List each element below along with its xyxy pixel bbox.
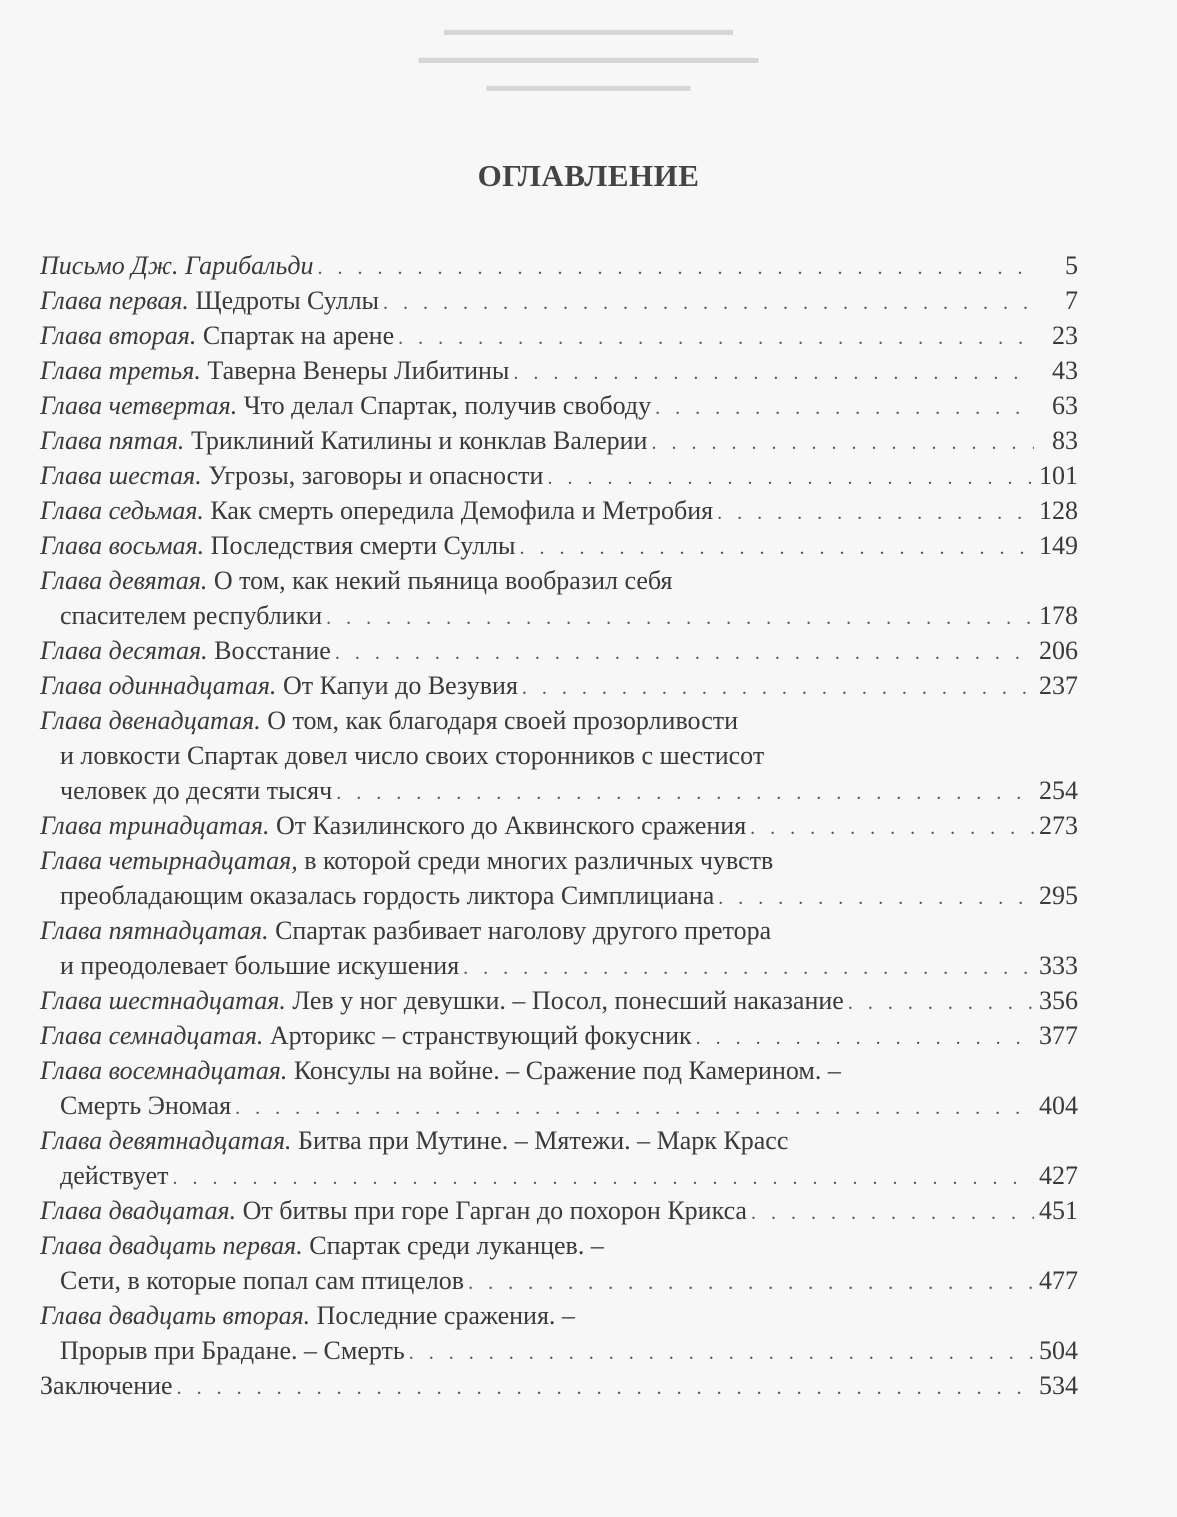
chapter-number: Глава восемнадцатая.	[40, 1056, 288, 1085]
toc-entry	[40, 703, 1078, 808]
chapter-number: Глава двадцать первая.	[40, 1231, 303, 1260]
page-number: 295	[1039, 881, 1078, 910]
dot-leader	[173, 1161, 1034, 1196]
toc-entry	[40, 808, 1078, 843]
toc-entry	[40, 668, 1078, 703]
toc-line	[40, 1228, 1078, 1263]
page-number: 333	[1039, 951, 1078, 980]
chapter-number: Глава тринадцатая.	[40, 811, 270, 840]
chapter-title: Смерть Эномая	[60, 1091, 232, 1120]
dot-leader	[655, 391, 1034, 426]
toc-entry	[40, 633, 1078, 668]
chapter-title: Угрозы, заговоры и опасности	[208, 461, 544, 490]
page-number: 404	[1039, 1091, 1078, 1120]
toc-label	[40, 843, 773, 878]
toc-line	[40, 353, 1078, 388]
dot-leader	[513, 356, 1034, 391]
page-number: 128	[1039, 496, 1078, 525]
chapter-title: Триклиний Катилины и конклав Валерии	[190, 426, 648, 455]
toc-line	[40, 598, 1078, 633]
page-number: 504	[1039, 1336, 1078, 1365]
toc-label	[60, 1333, 405, 1368]
toc-entry	[40, 1053, 1078, 1123]
chapter-title: Как смерть опередила Демофила и Метробия	[210, 496, 714, 525]
toc-entry	[40, 458, 1078, 493]
dot-leader	[409, 1336, 1034, 1371]
toc-line	[40, 248, 1078, 283]
dot-leader	[398, 321, 1034, 356]
dot-leader	[326, 601, 1034, 636]
chapter-number: Глава двенадцатая.	[40, 706, 261, 735]
dot-leader	[750, 811, 1034, 846]
chapter-title: Таверна Венеры Либитины	[207, 356, 510, 385]
chapter-number: Глава двадцать вторая.	[40, 1301, 311, 1330]
page-number: 206	[1039, 636, 1078, 665]
page-number: 149	[1039, 531, 1078, 560]
toc-label	[40, 1018, 692, 1053]
chapter-title: Что делал Спартак, получив свободу	[243, 391, 652, 420]
toc-line	[40, 1263, 1078, 1298]
chapter-title: Спартак на арене	[202, 321, 395, 350]
dot-leader	[547, 461, 1034, 496]
dot-leader	[335, 636, 1034, 671]
dot-leader	[520, 531, 1034, 566]
toc-line	[40, 1193, 1078, 1228]
toc-line	[40, 1018, 1078, 1053]
show-through-text: ▬▬▬▬▬▬▬▬▬▬▬▬	[486, 76, 691, 95]
toc-entry	[40, 1368, 1078, 1403]
chapter-title: Консулы на войне. – Сражение под Камерином. –	[293, 1056, 841, 1085]
toc-label	[40, 353, 509, 388]
chapter-title: Спартак разбивает наголову другого претора	[275, 916, 772, 945]
dot-leader	[718, 881, 1034, 916]
chapter-number: Глава четвертая.	[40, 391, 238, 420]
toc-entry	[40, 1298, 1078, 1368]
toc-label	[60, 598, 322, 633]
dot-leader	[522, 671, 1034, 706]
chapter-number: Глава одиннадцатая.	[40, 671, 277, 700]
chapter-number: Письмо Дж. Гарибальди	[40, 251, 314, 280]
toc-line	[40, 703, 1078, 738]
toc-label	[60, 948, 459, 983]
toc-line	[40, 913, 1078, 948]
toc-line	[40, 633, 1078, 668]
page-number: 5	[1065, 251, 1078, 280]
chapter-title: человек до десяти тысяч	[60, 776, 333, 805]
toc-line	[40, 878, 1078, 913]
toc-entry	[40, 318, 1078, 353]
toc-line	[40, 423, 1078, 458]
show-through-text: ▬▬▬▬▬▬▬▬▬▬▬▬▬▬▬▬▬▬▬▬	[418, 48, 759, 67]
toc-entry	[40, 563, 1078, 633]
toc-line	[40, 388, 1078, 423]
chapter-number: Глава десятая.	[40, 636, 208, 665]
chapter-number: Глава четырнадцатая,	[40, 846, 298, 875]
chapter-title: преобладающим оказалась гордость ликтора Симплициана	[60, 881, 715, 910]
toc-line	[40, 773, 1078, 808]
page-number: 534	[1039, 1371, 1078, 1400]
toc-label	[40, 458, 543, 493]
chapter-number: Глава девятая.	[40, 566, 208, 595]
toc-label	[60, 1263, 464, 1298]
chapter-number: Глава первая.	[40, 286, 189, 315]
toc-label	[60, 1088, 231, 1123]
toc-entry	[40, 1228, 1078, 1298]
page-number: 101	[1039, 461, 1078, 490]
page-number: 237	[1039, 671, 1078, 700]
chapter-number: Глава пятая.	[40, 426, 185, 455]
toc-entry	[40, 1123, 1078, 1193]
dot-leader	[848, 986, 1034, 1021]
toc-line	[40, 843, 1078, 878]
page-number: 377	[1039, 1021, 1078, 1050]
dot-leader	[235, 1091, 1034, 1126]
page-number: 63	[1052, 391, 1078, 420]
toc-entry	[40, 843, 1078, 913]
toc-line	[40, 738, 1078, 773]
chapter-number: Глава пятнадцатая.	[40, 916, 269, 945]
chapter-title: Прорыв при Брадане. – Смерть	[60, 1336, 405, 1365]
chapter-title: действует	[60, 1161, 169, 1190]
toc-entry	[40, 528, 1078, 563]
toc-label	[40, 668, 518, 703]
toc-label	[60, 738, 764, 773]
dot-leader	[318, 251, 1034, 286]
chapter-title: и преодолевает большие искушения	[60, 951, 460, 980]
toc-line	[40, 1158, 1078, 1193]
toc-label	[40, 1053, 841, 1088]
toc-line	[40, 318, 1078, 353]
toc-label	[40, 983, 844, 1018]
chapter-title: Последствия смерти Суллы	[210, 531, 516, 560]
toc-label	[40, 528, 516, 563]
chapter-title: От битвы при горе Гарган до похорон Крикса	[242, 1196, 747, 1225]
dot-leader	[751, 1196, 1034, 1231]
show-through-text: ▬▬▬▬▬▬▬▬▬▬▬▬▬▬▬▬▬	[444, 20, 733, 39]
chapter-title: в которой среди многих различных чувств	[304, 846, 774, 875]
toc-entry	[40, 1018, 1078, 1053]
toc-label	[40, 1228, 604, 1263]
toc-label	[60, 773, 332, 808]
toc-line	[40, 1333, 1078, 1368]
toc-label	[40, 563, 672, 598]
page-number: 83	[1052, 426, 1078, 455]
chapter-number: Глава седьмая.	[40, 496, 204, 525]
chapter-title: спасителем республики	[60, 601, 323, 630]
chapter-title: О том, как благодаря своей прозорливости	[267, 706, 739, 735]
toc-line	[40, 668, 1078, 703]
toc-label	[40, 1193, 747, 1228]
toc-entry	[40, 388, 1078, 423]
chapter-number: Глава шестнадцатая.	[40, 986, 286, 1015]
page-number: 356	[1039, 986, 1078, 1015]
toc-line	[40, 983, 1078, 1018]
toc-label	[60, 878, 714, 913]
page-number: 178	[1039, 601, 1078, 630]
toc-label	[40, 283, 379, 318]
chapter-number: Глава девятнадцатая.	[40, 1126, 292, 1155]
toc-label	[40, 808, 746, 843]
page-number: 451	[1039, 1196, 1078, 1225]
toc-line	[40, 493, 1078, 528]
dot-leader	[463, 951, 1034, 986]
toc-entry	[40, 248, 1078, 283]
toc-label	[40, 1123, 788, 1158]
toc-entry	[40, 423, 1078, 458]
chapter-title: О том, как некий пьяница вообразил себя	[213, 566, 673, 595]
chapter-title: Сети, в которые попал сам птицелов	[60, 1266, 465, 1295]
toc-line	[40, 1123, 1078, 1158]
chapter-title: Щедроты Суллы	[195, 286, 380, 315]
chapter-title: Арторикс – странствующий фокусник	[269, 1021, 692, 1050]
chapter-number: Глава вторая.	[40, 321, 197, 350]
toc-label	[40, 318, 394, 353]
toc-label	[40, 423, 647, 458]
toc-line	[40, 1368, 1078, 1403]
page-number: 254	[1039, 776, 1078, 805]
chapter-number: Глава семнадцатая.	[40, 1021, 264, 1050]
chapter-title: От Казилинского до Аквинского сражения	[276, 811, 747, 840]
dot-leader	[696, 1021, 1034, 1056]
page-number: 7	[1065, 286, 1078, 315]
toc-label	[60, 1158, 169, 1193]
page-number: 43	[1052, 356, 1078, 385]
chapter-number: Глава шестая.	[40, 461, 202, 490]
table-of-contents	[40, 248, 1078, 1403]
toc-line	[40, 1053, 1078, 1088]
chapter-number: Глава двадцатая.	[40, 1196, 237, 1225]
toc-entry	[40, 353, 1078, 388]
chapter-title: Битва при Мутине. – Мятежи. – Марк Красс	[298, 1126, 789, 1155]
chapter-title: Восстание	[214, 636, 331, 665]
toc-line	[40, 1088, 1078, 1123]
toc-entry	[40, 913, 1078, 983]
toc-entry	[40, 1193, 1078, 1228]
toc-label	[40, 493, 713, 528]
toc-label	[40, 703, 738, 738]
toc-line	[40, 1298, 1078, 1333]
toc-label	[40, 248, 314, 283]
dot-leader	[468, 1266, 1034, 1301]
chapter-title: и ловкости Спартак довел число своих сторонников с шестисот	[60, 741, 765, 770]
chapter-title: Лев у ног девушки. – Посол, понесший наказание	[292, 986, 844, 1015]
page-number: 273	[1039, 811, 1078, 840]
page-number: 427	[1039, 1161, 1078, 1190]
toc-entry	[40, 493, 1078, 528]
dot-leader	[336, 776, 1034, 811]
toc-label	[40, 1298, 575, 1333]
chapter-title: Последние сражения. –	[316, 1301, 575, 1330]
chapter-title: Спартак среди луканцев. –	[309, 1231, 604, 1260]
toc-label	[40, 388, 651, 423]
dot-leader	[717, 496, 1034, 531]
dot-leader	[383, 286, 1034, 321]
page-number: 23	[1052, 321, 1078, 350]
toc-entry	[40, 283, 1078, 318]
toc-label	[40, 1368, 173, 1403]
toc-line	[40, 528, 1078, 563]
dot-leader	[177, 1371, 1034, 1406]
toc-line	[40, 458, 1078, 493]
chapter-number: Глава восьмая.	[40, 531, 205, 560]
chapter-title: От Капуи до Везувия	[282, 671, 518, 700]
chapter-title: Заключение	[40, 1371, 173, 1400]
toc-line	[40, 948, 1078, 983]
chapter-number: Глава третья.	[40, 356, 201, 385]
toc-line	[40, 563, 1078, 598]
toc-line	[40, 808, 1078, 843]
toc-entry	[40, 983, 1078, 1018]
dot-leader	[651, 426, 1034, 461]
page-title: ОГЛАВЛЕНИЕ	[477, 158, 700, 193]
page-number: 477	[1039, 1266, 1078, 1295]
toc-label	[40, 913, 771, 948]
toc-line	[40, 283, 1078, 318]
toc-label	[40, 633, 331, 668]
